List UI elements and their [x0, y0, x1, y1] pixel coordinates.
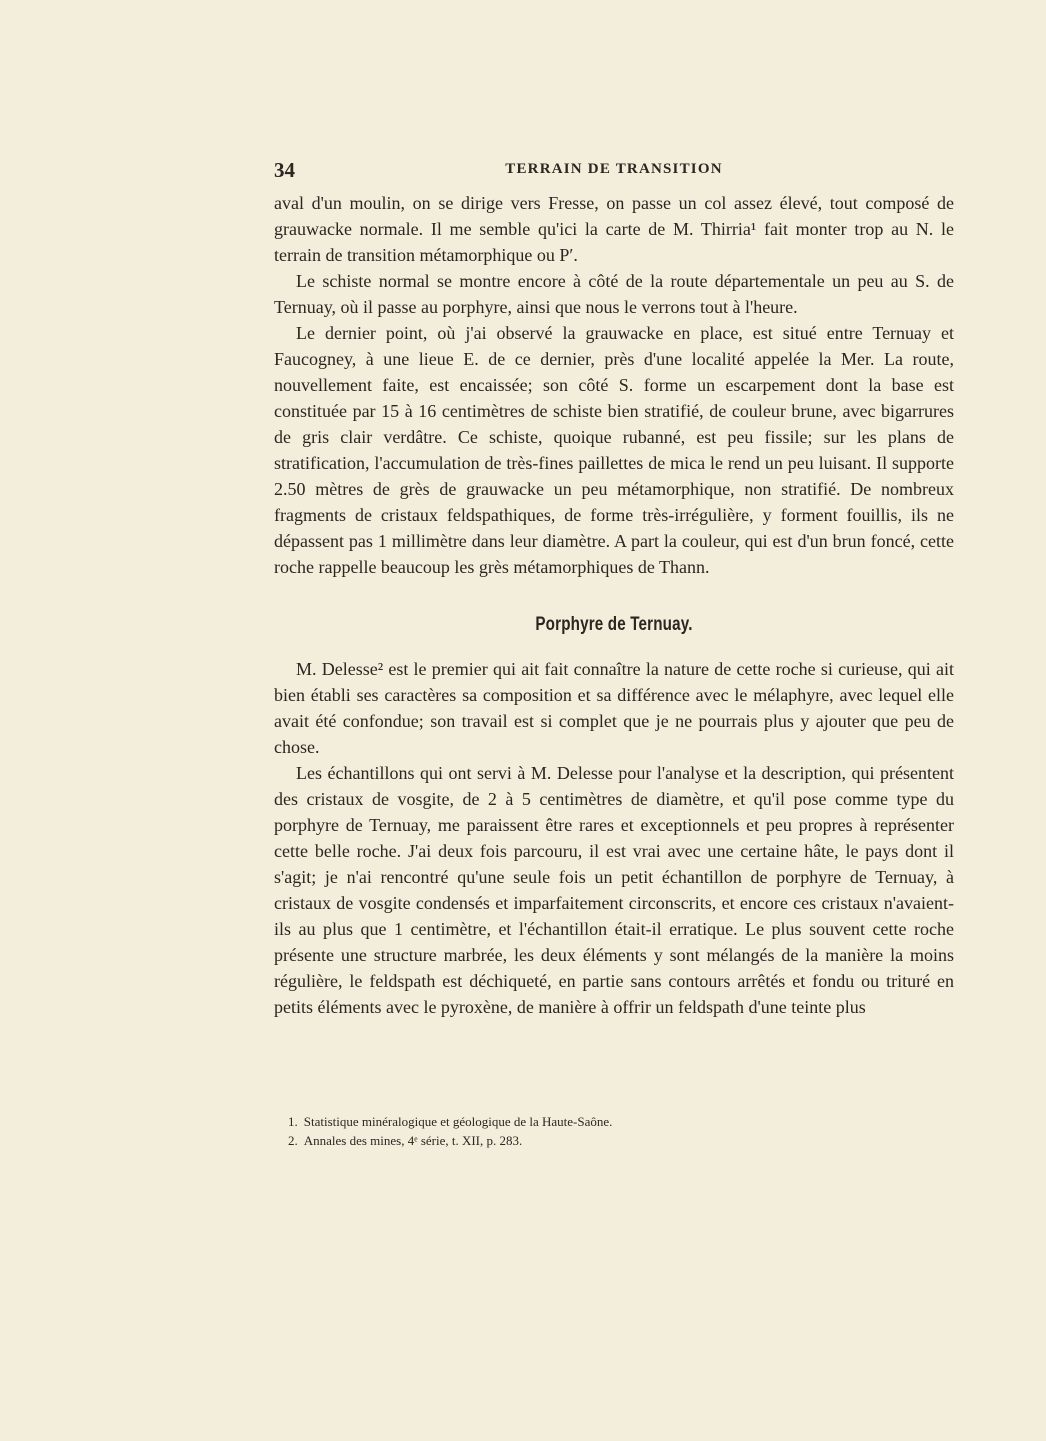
section-title: Porphyre de Ternuay. — [535, 614, 693, 635]
footnote-number: 1. — [288, 1114, 298, 1129]
page-header — [274, 158, 954, 182]
footnote — [288, 1112, 948, 1131]
footnote-text: Annales des mines, 4ᵉ série, t. XII, p. 283. — [303, 1133, 523, 1148]
footnote-text: Statistique minéralogique et géologique de la Haute-Saône. — [303, 1114, 613, 1129]
paragraph: Les échantillons qui ont servi à M. Delesse pour l'analyse et la description, qui présentent des cristaux de vosgite, de 2 à 5 centimètres de diamètre, et qu'il pose comme type du porphyre de Ternuay, me paraissent être rares et exceptionnels et peu propres à représenter cette belle roche. J'ai deux fois parcouru, il est vrai avec une certaine hâte, le pays dont il s'agit; je n'ai rencontré qu'une seule fois un petit échantillon de porphyre de Ternuay, à cristaux de vosgite condensés et imparfaitement circonscrits, et encore ces cristaux n'avaient-ils au plus que 1 centimètre, et l'échantillon était-il erratique. Le plus souvent cette roche présente une structure marbrée, les deux éléments y sont mélangés de la manière la moins régulière, le feldspath est déchiqueté, en partie sans contours arrêtés et fondu ou trituré en petits éléments avec le pyroxène, de manière à offrir un feldspath d'une teinte plus — [274, 763, 954, 1017]
paragraph: aval d'un moulin, on se dirige vers Fresse, on passe un col assez élevé, tout composé de grauwacke normale. Il me semble qu'ici la carte de M. Thirria¹ fait monter trop au N. le terrain de transition métamorphique ou P′. — [274, 193, 954, 265]
running-head: TERRAIN DE TRANSITION — [505, 161, 723, 177]
footnotes — [288, 1112, 948, 1150]
body-text — [274, 190, 954, 1020]
paragraph: M. Delesse² est le premier qui ait fait connaître la nature de cette roche si curieuse, qui ait bien établi ses caractères sa composition et sa différence avec le mélaphyre, avec lequel elle avait été confondue; son travail est si complet que je ne pourrais plus y ajouter que peu de chose. — [274, 659, 954, 757]
paragraph: Le dernier point, où j'ai observé la grauwacke en place, est situé entre Ternuay et Faucogney, à une lieue E. de ce dernier, près d'une localité appelée la Mer. La route, nouvellement faite, est encaissée; son côté S. forme un escarpement dont la base est constituée par 15 à 16 centimètres de schiste bien stratifié, de couleur brune, avec bigarrures de gris clair verdâtre. Ce schiste, quoique rubanné, est peu fissile; sur les plans de stratification, l'accumulation de très-fines paillettes de mica le rend un peu luisant. Il supporte 2.50 mètres de grès de grauwacke un peu métamorphique, non stratifié. De nombreux fragments de cristaux feldspathiques, de forme très-irrégulière, y forment fouillis, ils ne dépassent pas 1 millimètre dans leur diamètre. A part la couleur, qui est d'un brun foncé, cette roche rappelle beaucoup les grès métamorphiques de Thann. — [274, 323, 954, 577]
page-number: 34 — [274, 158, 295, 182]
footnote — [288, 1131, 948, 1150]
paragraph: Le schiste normal se montre encore à côté de la route départementale un peu au S. de Ternuay, où il passe au porphyre, ainsi que nous le verrons tout à l'heure. — [274, 271, 954, 317]
footnote-number: 2. — [288, 1133, 298, 1148]
